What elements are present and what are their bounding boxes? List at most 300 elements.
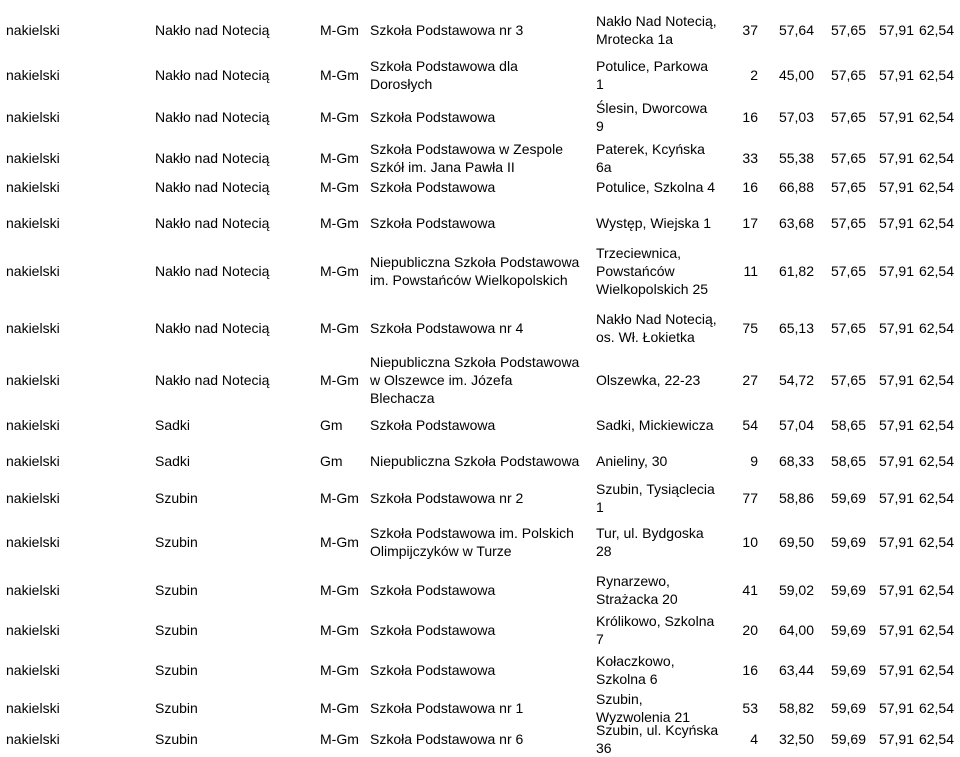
- school-name-cell-line: Szkoła Podstawowa nr 4: [370, 320, 524, 336]
- school-score-cell-text: 61,82: [778, 263, 814, 279]
- gmina-score-cell: [814, 520, 866, 564]
- gmina-type-cell-text: M-Gm: [320, 662, 359, 678]
- school-name-cell-line: Szkoła Podstawowa nr 3: [370, 22, 524, 38]
- gmina-cell: [155, 244, 315, 298]
- country-score-cell-text: 62,54: [918, 67, 954, 83]
- gmina-score-cell: [814, 305, 866, 351]
- school-address-cell: [596, 305, 736, 351]
- gmina-score-cell: [814, 208, 866, 238]
- school-name-cell: [370, 98, 592, 136]
- gmina-cell: [155, 690, 315, 726]
- students-count-cell: [732, 305, 758, 351]
- powiat-cell-text: nakielski: [6, 150, 60, 166]
- students-count-cell-text: 16: [742, 109, 758, 125]
- voivodeship-score-cell-text: 57,91: [878, 263, 914, 279]
- school-name-cell-line: Szkoła Podstawowa nr 6: [370, 731, 524, 747]
- school-address-cell-line: Szubin,: [596, 691, 643, 707]
- table-row: [0, 446, 960, 476]
- gmina-cell: [155, 172, 315, 202]
- powiat-cell: [6, 478, 146, 518]
- gmina-score-cell-text: 58,65: [830, 417, 866, 433]
- powiat-cell: [6, 244, 146, 298]
- school-address-cell-line: Mrotecka 1a: [596, 31, 674, 47]
- gmina-score-cell-text: 59,69: [830, 662, 866, 678]
- powiat-cell: [6, 305, 146, 351]
- voivodeship-score-cell-text: 57,91: [878, 22, 914, 38]
- school-address-cell-line: Sadki, Mickiewicza: [596, 417, 714, 433]
- school-name-cell-line: Szkoła Podstawowa: [370, 622, 496, 638]
- students-count-cell-text: 10: [742, 534, 758, 550]
- school-address-cell-line: Występ, Wiejska 1: [596, 215, 712, 231]
- country-score-cell: [906, 446, 954, 476]
- school-name-cell: [370, 610, 592, 650]
- powiat-cell-text: nakielski: [6, 453, 60, 469]
- gmina-score-cell: [814, 8, 866, 52]
- school-address-cell-line: Paterek, Kcyńska: [596, 141, 705, 157]
- gmina-type-cell: [320, 172, 368, 202]
- gmina-score-cell-text: 59,69: [830, 731, 866, 747]
- school-score-cell: [760, 410, 814, 440]
- powiat-cell: [6, 208, 146, 238]
- table-row: [0, 690, 960, 726]
- school-name-cell: [370, 520, 592, 564]
- school-name-cell: [370, 244, 592, 298]
- school-score-cell-text: 66,88: [778, 179, 814, 195]
- school-name-cell: [370, 570, 592, 610]
- school-score-cell-text: 58,82: [778, 700, 814, 716]
- gmina-type-cell-text: M-Gm: [320, 731, 359, 747]
- powiat-cell: [6, 520, 146, 564]
- powiat-cell-text: nakielski: [6, 582, 60, 598]
- school-name-cell-line: Niepubliczna Szkoła Podstawowa: [370, 354, 580, 370]
- school-address-cell: [596, 446, 736, 476]
- school-score-cell-text: 68,33: [778, 453, 814, 469]
- students-count-cell: [732, 208, 758, 238]
- gmina-cell: [155, 724, 315, 754]
- school-address-cell-line: Szubin, ul. Kcyńska: [596, 722, 719, 738]
- school-address-cell-line: Nakło Nad Notecią,: [596, 311, 717, 327]
- school-address-cell: [596, 244, 736, 298]
- school-address-cell: [596, 650, 736, 690]
- school-name-cell-line: Szkoła Podstawowa im. Polskich: [370, 525, 574, 541]
- gmina-score-cell-text: 57,65: [830, 215, 866, 231]
- school-address-cell-line: 1: [596, 499, 604, 515]
- country-score-cell-text: 62,54: [918, 215, 954, 231]
- powiat-cell: [6, 172, 146, 202]
- gmina-cell-text: Nakło nad Notecią: [155, 263, 270, 279]
- gmina-type-cell-text: M-Gm: [320, 215, 359, 231]
- gmina-score-cell: [814, 724, 866, 754]
- school-name-cell-line: Niepubliczna Szkoła Podstawowa: [370, 453, 580, 469]
- school-score-cell: [760, 570, 814, 610]
- school-address-cell-line: Trzeciewnica,: [596, 245, 682, 261]
- gmina-type-cell-text: M-Gm: [320, 700, 359, 716]
- school-address-cell-line: Wielkopolskich 25: [596, 281, 709, 297]
- gmina-type-cell-text: M-Gm: [320, 179, 359, 195]
- gmina-score-cell: [814, 98, 866, 136]
- school-score-cell-text: 63,68: [778, 215, 814, 231]
- school-name-cell-line: im. Powstańców Wielkopolskich: [370, 272, 568, 288]
- table-row: [0, 53, 960, 97]
- country-score-cell: [906, 570, 954, 610]
- gmina-type-cell-text: M-Gm: [320, 534, 359, 550]
- students-count-cell-text: 75: [742, 320, 758, 336]
- powiat-cell-text: nakielski: [6, 320, 60, 336]
- students-count-cell-text: 54: [742, 417, 758, 433]
- students-count-cell-text: 2: [750, 67, 758, 83]
- school-score-cell: [760, 478, 814, 518]
- school-address-cell: [596, 98, 736, 136]
- school-address-cell-line: Potulice, Szkolna 4: [596, 179, 716, 195]
- school-name-cell: [370, 305, 592, 351]
- table-row: [0, 478, 960, 518]
- gmina-score-cell-text: 57,65: [830, 109, 866, 125]
- students-count-cell: [732, 724, 758, 754]
- powiat-cell-text: nakielski: [6, 534, 60, 550]
- powiat-cell: [6, 352, 146, 408]
- school-score-cell-text: 57,64: [778, 22, 814, 38]
- students-count-cell: [732, 244, 758, 298]
- gmina-score-cell: [814, 244, 866, 298]
- school-name-cell: [370, 478, 592, 518]
- school-address-cell-line: os. Wł. Łokietka: [596, 329, 695, 345]
- school-score-cell-text: 54,72: [778, 372, 814, 388]
- table-row: [0, 610, 960, 650]
- school-score-cell: [760, 244, 814, 298]
- country-score-cell-text: 62,54: [918, 263, 954, 279]
- country-score-cell: [906, 98, 954, 136]
- gmina-score-cell-text: 57,65: [830, 67, 866, 83]
- school-score-cell: [760, 53, 814, 97]
- students-count-cell: [732, 478, 758, 518]
- school-score-cell: [760, 172, 814, 202]
- powiat-cell: [6, 446, 146, 476]
- gmina-score-cell: [814, 446, 866, 476]
- country-score-cell-text: 62,54: [918, 731, 954, 747]
- table-row: [0, 8, 960, 52]
- students-count-cell-text: 16: [742, 179, 758, 195]
- gmina-cell-text: Nakło nad Notecią: [155, 320, 270, 336]
- school-address-cell-line: Powstańców: [596, 263, 675, 279]
- powiat-cell: [6, 53, 146, 97]
- table-row: [0, 98, 960, 136]
- gmina-cell: [155, 478, 315, 518]
- school-address-cell: [596, 172, 736, 202]
- school-address-cell-line: Tur, ul. Bydgoska: [596, 525, 704, 541]
- gmina-type-cell-text: M-Gm: [320, 320, 359, 336]
- voivodeship-score-cell-text: 57,91: [878, 320, 914, 336]
- gmina-type-cell: [320, 570, 368, 610]
- voivodeship-score-cell-text: 57,91: [878, 372, 914, 388]
- gmina-type-cell: [320, 520, 368, 564]
- school-score-cell: [760, 8, 814, 52]
- powiat-cell-text: nakielski: [6, 109, 60, 125]
- voivodeship-score-cell-text: 57,91: [878, 215, 914, 231]
- gmina-cell-text: Sadki: [155, 417, 191, 433]
- gmina-type-cell: [320, 650, 368, 690]
- powiat-cell-text: nakielski: [6, 67, 60, 83]
- country-score-cell: [906, 172, 954, 202]
- school-address-cell: [596, 410, 736, 440]
- country-score-cell-text: 62,54: [918, 22, 954, 38]
- students-count-cell: [732, 172, 758, 202]
- school-address-cell-line: Strażacka 20: [596, 591, 678, 607]
- gmina-cell: [155, 610, 315, 650]
- gmina-score-cell-text: 57,65: [830, 263, 866, 279]
- voivodeship-score-cell-text: 57,91: [878, 179, 914, 195]
- students-count-cell-text: 41: [742, 582, 758, 598]
- country-score-cell: [906, 690, 954, 726]
- gmina-cell-text: Nakło nad Notecią: [155, 179, 270, 195]
- gmina-cell: [155, 650, 315, 690]
- gmina-cell-text: Nakło nad Notecią: [155, 67, 270, 83]
- school-name-cell: [370, 208, 592, 238]
- country-score-cell-text: 62,54: [918, 179, 954, 195]
- school-name-cell: [370, 446, 592, 476]
- gmina-type-cell-text: M-Gm: [320, 150, 359, 166]
- powiat-cell: [6, 8, 146, 52]
- school-address-cell-line: Potulice, Parkowa: [596, 58, 709, 74]
- gmina-type-cell: [320, 8, 368, 52]
- country-score-cell-text: 62,54: [918, 700, 954, 716]
- country-score-cell: [906, 520, 954, 564]
- gmina-cell: [155, 410, 315, 440]
- voivodeship-score-cell-text: 57,91: [878, 67, 914, 83]
- school-address-cell-line: Nakło Nad Notecią,: [596, 13, 717, 29]
- gmina-type-cell-text: M-Gm: [320, 490, 359, 506]
- gmina-cell-text: Szubin: [155, 534, 198, 550]
- powiat-cell: [6, 650, 146, 690]
- school-address-cell-line: 36: [596, 740, 612, 756]
- gmina-type-cell: [320, 410, 368, 440]
- gmina-score-cell: [814, 410, 866, 440]
- gmina-score-cell: [814, 352, 866, 408]
- school-address-cell: [596, 724, 736, 754]
- gmina-type-cell-text: M-Gm: [320, 582, 359, 598]
- students-count-cell-text: 11: [743, 263, 758, 279]
- gmina-cell: [155, 520, 315, 564]
- school-name-cell: [370, 650, 592, 690]
- students-count-cell-text: 53: [742, 700, 758, 716]
- students-count-cell-text: 77: [742, 490, 758, 506]
- school-name-cell-line: Blechacza: [370, 390, 435, 406]
- gmina-type-cell: [320, 53, 368, 97]
- school-score-cell: [760, 724, 814, 754]
- students-count-cell-text: 33: [742, 150, 758, 166]
- school-name-cell-line: Olimpijczyków w Turze: [370, 543, 512, 559]
- voivodeship-score-cell-text: 57,91: [878, 417, 914, 433]
- students-count-cell: [732, 98, 758, 136]
- gmina-cell-text: Szubin: [155, 582, 198, 598]
- voivodeship-score-cell-text: 57,91: [878, 534, 914, 550]
- school-name-cell-line: Szkoła Podstawowa nr 2: [370, 490, 524, 506]
- table-row: [0, 352, 960, 408]
- gmina-cell: [155, 98, 315, 136]
- table-row: [0, 244, 960, 298]
- school-address-cell: [596, 352, 736, 408]
- school-score-cell-text: 64,00: [778, 622, 814, 638]
- country-score-cell-text: 62,54: [918, 582, 954, 598]
- gmina-score-cell-text: 57,65: [830, 22, 866, 38]
- gmina-cell-text: Szubin: [155, 662, 198, 678]
- school-address-cell-line: Rynarzewo,: [596, 573, 670, 589]
- powiat-cell: [6, 570, 146, 610]
- gmina-type-cell: [320, 446, 368, 476]
- country-score-cell: [906, 724, 954, 754]
- school-score-cell: [760, 446, 814, 476]
- school-name-cell: [370, 53, 592, 97]
- school-name-cell: [370, 724, 592, 754]
- school-name-cell-line: Szkoła Podstawowa: [370, 662, 496, 678]
- school-name-cell-line: Szkoła Podstawowa w Zespole: [370, 141, 563, 157]
- table-row: [0, 208, 960, 238]
- school-name-cell: [370, 690, 592, 726]
- students-count-cell-text: 37: [742, 22, 758, 38]
- gmina-cell: [155, 352, 315, 408]
- gmina-cell: [155, 570, 315, 610]
- gmina-type-cell: [320, 352, 368, 408]
- powiat-cell-text: nakielski: [6, 215, 60, 231]
- gmina-cell-text: Nakło nad Notecią: [155, 150, 270, 166]
- students-count-cell: [732, 410, 758, 440]
- gmina-type-cell: [320, 98, 368, 136]
- powiat-cell: [6, 98, 146, 136]
- country-score-cell-text: 62,54: [918, 417, 954, 433]
- voivodeship-score-cell-text: 57,91: [878, 453, 914, 469]
- school-name-cell: [370, 172, 592, 202]
- country-score-cell: [906, 305, 954, 351]
- students-count-cell: [732, 352, 758, 408]
- school-address-cell-line: Szkolna 6: [596, 671, 658, 687]
- school-score-cell: [760, 610, 814, 650]
- powiat-cell-text: nakielski: [6, 662, 60, 678]
- country-score-cell: [906, 208, 954, 238]
- gmina-cell: [155, 208, 315, 238]
- school-address-cell-line: 7: [596, 631, 604, 647]
- school-address-cell-line: 28: [596, 543, 612, 559]
- table-row: [0, 570, 960, 610]
- gmina-type-cell: [320, 244, 368, 298]
- school-name-cell-line: Dorosłych: [370, 76, 433, 92]
- powiat-cell-text: nakielski: [6, 179, 60, 195]
- country-score-cell-text: 62,54: [918, 490, 954, 506]
- students-count-cell-text: 27: [742, 372, 758, 388]
- voivodeship-score-cell-text: 57,91: [878, 582, 914, 598]
- country-score-cell: [906, 410, 954, 440]
- school-address-cell: [596, 53, 736, 97]
- powiat-cell-text: nakielski: [6, 372, 60, 388]
- school-score-cell-text: 65,13: [778, 320, 814, 336]
- school-score-cell-text: 32,50: [778, 731, 814, 747]
- gmina-type-cell: [320, 478, 368, 518]
- school-score-cell-text: 57,03: [778, 109, 814, 125]
- gmina-cell-text: Szubin: [155, 700, 198, 716]
- powiat-cell: [6, 410, 146, 440]
- gmina-cell-text: Sadki: [155, 453, 191, 469]
- school-score-cell-text: 58,86: [778, 490, 814, 506]
- country-score-cell: [906, 8, 954, 52]
- gmina-score-cell-text: 59,69: [830, 700, 866, 716]
- students-count-cell-text: 17: [742, 215, 758, 231]
- powiat-cell-text: nakielski: [6, 263, 60, 279]
- gmina-score-cell: [814, 570, 866, 610]
- school-name-cell-line: w Olszewce im. Józefa: [370, 372, 513, 388]
- school-address-cell: [596, 610, 736, 650]
- gmina-type-cell-text: M-Gm: [320, 372, 359, 388]
- gmina-cell: [155, 305, 315, 351]
- school-name-cell: [370, 8, 592, 52]
- powiat-cell-text: nakielski: [6, 622, 60, 638]
- gmina-cell-text: Szubin: [155, 490, 198, 506]
- school-name-cell-line: Niepubliczna Szkoła Podstawowa: [370, 254, 580, 270]
- gmina-score-cell: [814, 690, 866, 726]
- country-score-cell: [906, 53, 954, 97]
- school-address-cell-line: 9: [596, 118, 604, 134]
- voivodeship-score-cell-text: 57,91: [878, 731, 914, 747]
- students-count-cell: [732, 570, 758, 610]
- school-score-cell: [760, 208, 814, 238]
- students-count-cell: [732, 610, 758, 650]
- gmina-score-cell: [814, 53, 866, 97]
- school-score-cell-text: 57,04: [778, 417, 814, 433]
- country-score-cell-text: 62,54: [918, 109, 954, 125]
- gmina-type-cell: [320, 724, 368, 754]
- gmina-type-cell-text: Gm: [320, 453, 343, 469]
- students-count-cell: [732, 53, 758, 97]
- school-score-cell-text: 69,50: [778, 534, 814, 550]
- school-score-cell: [760, 690, 814, 726]
- school-address-cell-line: Olszewka, 22-23: [596, 372, 701, 388]
- country-score-cell-text: 62,54: [918, 453, 954, 469]
- school-address-cell-line: 1: [596, 76, 604, 92]
- students-count-cell-text: 20: [742, 622, 758, 638]
- school-name-cell-line: Szkoła Podstawowa: [370, 109, 496, 125]
- school-name-cell-line: Szkoła Podstawowa: [370, 179, 496, 195]
- table-row: [0, 172, 960, 202]
- table-row: [0, 520, 960, 564]
- country-score-cell-text: 62,54: [918, 622, 954, 638]
- voivodeship-score-cell-text: 57,91: [878, 150, 914, 166]
- gmina-type-cell-text: M-Gm: [320, 263, 359, 279]
- school-name-cell: [370, 410, 592, 440]
- gmina-score-cell-text: 57,65: [830, 320, 866, 336]
- students-count-cell-text: 9: [750, 453, 758, 469]
- school-address-cell: [596, 8, 736, 52]
- gmina-cell-text: Szubin: [155, 622, 198, 638]
- table-row: [0, 305, 960, 351]
- powiat-cell: [6, 690, 146, 726]
- gmina-type-cell: [320, 305, 368, 351]
- gmina-type-cell-text: M-Gm: [320, 22, 359, 38]
- country-score-cell: [906, 610, 954, 650]
- gmina-score-cell: [814, 610, 866, 650]
- table-row: [0, 410, 960, 440]
- school-address-cell-line: Szubin, Tysiąclecia: [596, 481, 715, 497]
- school-address-cell: [596, 208, 736, 238]
- powiat-cell-text: nakielski: [6, 490, 60, 506]
- school-name-cell: [370, 352, 592, 408]
- country-score-cell: [906, 478, 954, 518]
- table-row: [0, 650, 960, 690]
- powiat-cell-text: nakielski: [6, 731, 60, 747]
- table-row: [0, 724, 960, 754]
- school-address-cell-line: Królikowo, Szkolna: [596, 613, 715, 629]
- powiat-cell: [6, 724, 146, 754]
- gmina-type-cell: [320, 208, 368, 238]
- gmina-score-cell-text: 57,65: [830, 150, 866, 166]
- gmina-score-cell-text: 59,69: [830, 622, 866, 638]
- country-score-cell-text: 62,54: [918, 662, 954, 678]
